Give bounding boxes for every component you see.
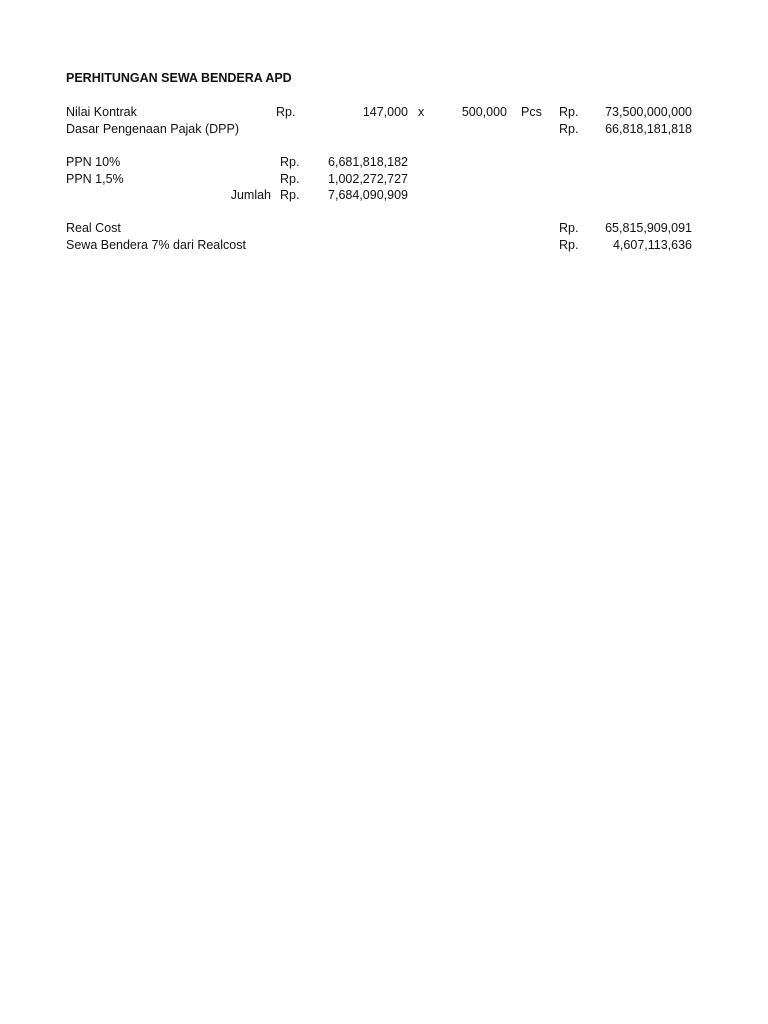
ppn-1-5-currency: Rp. (280, 172, 300, 186)
jumlah-label: Jumlah (230, 188, 271, 202)
nilai-kontrak-total-currency: Rp. (559, 105, 579, 119)
ppn-10-label: PPN 10% (66, 155, 121, 169)
real-cost-value: 65,815,909,091 (605, 221, 692, 235)
jumlah-currency: Rp. (280, 188, 300, 202)
quantity-unit: Pcs (521, 105, 542, 119)
multiply-sign: x (418, 105, 425, 119)
ppn-10-value: 6,681,818,182 (328, 155, 408, 169)
nilai-kontrak-currency: Rp. (276, 105, 296, 119)
page-title: PERHITUNGAN SEWA BENDERA APD (66, 71, 292, 85)
sewa-bendera-label: Sewa Bendera 7% dari Realcost (66, 238, 246, 252)
jumlah-value: 7,684,090,909 (328, 188, 408, 202)
sewa-bendera-value: 4,607,113,636 (612, 238, 692, 252)
sewa-bendera-currency: Rp. (559, 238, 579, 252)
nilai-kontrak-label: Nilai Kontrak (66, 105, 137, 119)
ppn-1-5-value: 1,002,272,727 (328, 172, 408, 186)
dpp-currency: Rp. (559, 122, 579, 136)
real-cost-label: Real Cost (66, 221, 121, 235)
quantity-value: 500,000 (461, 105, 507, 119)
ppn-10-currency: Rp. (280, 155, 300, 169)
dpp-value: 66,818,181,818 (605, 122, 692, 136)
nilai-kontrak-total: 73,500,000,000 (605, 105, 692, 119)
dpp-label: Dasar Pengenaan Pajak (DPP) (66, 122, 240, 136)
ppn-1-5-label: PPN 1,5% (66, 172, 124, 186)
real-cost-currency: Rp. (559, 221, 579, 235)
unit-price-value: 147,000 (362, 105, 408, 119)
